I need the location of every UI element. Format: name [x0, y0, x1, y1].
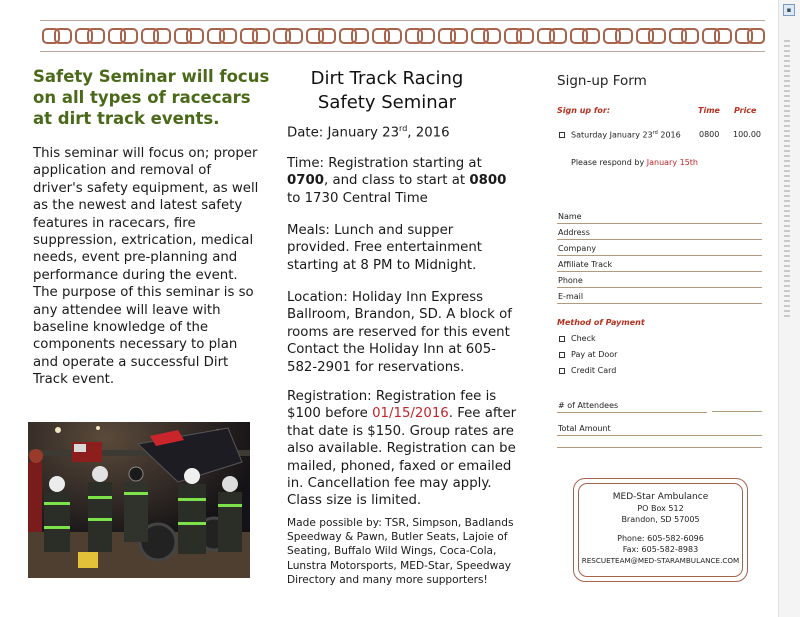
- payment-credit-card-checkbox[interactable]: [559, 368, 565, 374]
- contact-po-box: PO Box 512: [637, 504, 684, 513]
- session-price: 100.00: [733, 130, 761, 139]
- chain-link: [714, 28, 732, 44]
- event-time-a: Time: Registration starting at: [287, 156, 482, 171]
- contact-email: RESCUETEAM@MED-STARAMBULANCE.COM: [581, 556, 740, 565]
- respond-by-text: Please respond by: [571, 158, 647, 167]
- session-checkbox[interactable]: [559, 132, 565, 138]
- chain-link: [252, 28, 270, 44]
- total-amount-field[interactable]: [557, 420, 762, 436]
- company-field[interactable]: [557, 240, 762, 256]
- col-header-signup: Sign up for:: [557, 106, 611, 115]
- chain-link: [747, 28, 765, 44]
- event-time-class-start: 0800: [469, 173, 507, 189]
- registration-deadline: 01/15/2016: [372, 406, 449, 422]
- email-field[interactable]: [557, 288, 762, 304]
- total-amount-field-label: Total Amount: [558, 424, 611, 433]
- payment-check-label: Check: [571, 334, 596, 343]
- chain-link: [417, 28, 435, 44]
- chain-link: [648, 28, 666, 44]
- contact-fax: Fax: 605-582-8983: [622, 545, 699, 554]
- attendees-field[interactable]: [557, 397, 707, 413]
- event-date-text: Date: January 23: [287, 125, 400, 141]
- chain-link: [153, 28, 171, 44]
- company-field-label: Company: [558, 244, 597, 253]
- left-heading: Safety Seminar will focus on all types of racecars at dirt track events.: [33, 67, 270, 128]
- contact-phone: Phone: 605-582-6096: [617, 534, 704, 543]
- affiliate-track-field-label: Affiliate Track: [558, 260, 613, 269]
- contact-city: Brandon, SD 57005: [621, 515, 700, 524]
- respond-by-date: January 15th: [646, 158, 698, 167]
- race-crew-photo-art: [28, 422, 250, 578]
- event-date-sup: rd: [399, 124, 408, 133]
- chain-link: [549, 28, 567, 44]
- decorative-chain-border: [40, 20, 765, 52]
- event-title-line1: Dirt Track Racing: [310, 68, 464, 89]
- col-header-time: Time: [698, 106, 720, 115]
- payment-at-door-checkbox[interactable]: [559, 352, 565, 358]
- left-description: This seminar will focus on; proper application and removal of driver's safety equipment, as well as the newest and latest safety features in racecars, fire suppression, extrication, medical needs, event pre-planning and performance during the event. The purpose of this seminar is so any attendee will leave with baseline knowledge of the components necessary to plan and operate a successful Dirt Track event.: [33, 146, 259, 388]
- sponsors-text: Made possible by: TSR, Simpson, Badlands Speedway & Pawn, Butler Seats, Lajoie of Seating, Buffalo Wild Wings, Coca-Cola, Lunstra Motorsports, MED-Star, Speedway Directory and many more supporters!: [287, 517, 514, 586]
- contact-org-name: MED-Star Ambulance: [612, 492, 709, 502]
- chain-link: [681, 28, 699, 44]
- chain-link: [483, 28, 501, 44]
- chain-link: [318, 28, 336, 44]
- payment-check-checkbox[interactable]: [559, 336, 565, 342]
- col-header-price: Price: [734, 106, 757, 115]
- race-crew-photo: [28, 422, 250, 578]
- event-title-line2: Safety Seminar: [317, 92, 457, 113]
- affiliate-track-field[interactable]: [557, 256, 762, 272]
- event-location: Location: Holiday Inn Express Ballroom, Brandon, SD. A block of rooms are reserved for this event Contact the Holiday Inn at 605-582-2901 for reservations.: [287, 290, 512, 375]
- address-field[interactable]: [557, 224, 762, 240]
- chain-link: [219, 28, 237, 44]
- address-field-label: Address: [558, 228, 590, 237]
- session-label-b: 2016: [657, 130, 681, 140]
- chain-link: [384, 28, 402, 44]
- payment-credit-card-label: Credit Card: [571, 366, 617, 375]
- chain-link: [285, 28, 303, 44]
- phone-field-label: Phone: [558, 276, 583, 285]
- edge-fine-print: [784, 40, 790, 320]
- name-field[interactable]: [557, 208, 762, 224]
- session-label-sup: rd: [652, 130, 658, 136]
- attendees-field-label: # of Attendees: [558, 401, 619, 410]
- event-time: [287, 155, 519, 207]
- attendees-line-extra: [712, 411, 762, 412]
- session-label-a: Saturday January 23: [571, 130, 653, 140]
- session-time: 0800: [699, 130, 720, 139]
- phone-field[interactable]: [557, 272, 762, 288]
- event-meals: Meals: Lunch and supper provided. Free entertainment starting at 8 PM to Midnight.: [287, 223, 482, 273]
- event-date: [287, 120, 519, 142]
- event-title: [287, 67, 487, 115]
- event-time-registration: 0700: [287, 173, 325, 189]
- name-field-label: Name: [558, 212, 582, 221]
- respond-by: [571, 158, 698, 167]
- chain-link: [87, 28, 105, 44]
- event-date-year: , 2016: [407, 125, 450, 141]
- registration-text-a: Registration: Registration fee is $100 before: [287, 389, 497, 422]
- chain-link: [54, 28, 72, 44]
- email-field-label: E-mail: [558, 292, 584, 301]
- session-label: [571, 130, 681, 140]
- chain-link: [582, 28, 600, 44]
- chain-link: [186, 28, 204, 44]
- payment-method-title: Method of Payment: [557, 318, 645, 327]
- page-corner-icon: ▪: [783, 4, 795, 16]
- total-amount-line-extra: [557, 447, 762, 448]
- chain-link: [450, 28, 468, 44]
- event-registration: [287, 388, 519, 510]
- chain-link: [120, 28, 138, 44]
- signup-form-title: Sign-up Form: [557, 73, 647, 89]
- event-time-c: , and class to start at: [324, 173, 470, 189]
- chain-link: [351, 28, 369, 44]
- chain-link: [615, 28, 633, 44]
- chain-link: [516, 28, 534, 44]
- event-time-e: to 1730 Central Time: [287, 190, 428, 206]
- payment-at-door-label: Pay at Door: [571, 350, 618, 359]
- registration-text-b: . Fee after that date is $150. Group rates are also available. Registration can be mailed, phoned, faxed or emailed in. Cancellation fee may apply. Class size is limited.: [287, 406, 517, 509]
